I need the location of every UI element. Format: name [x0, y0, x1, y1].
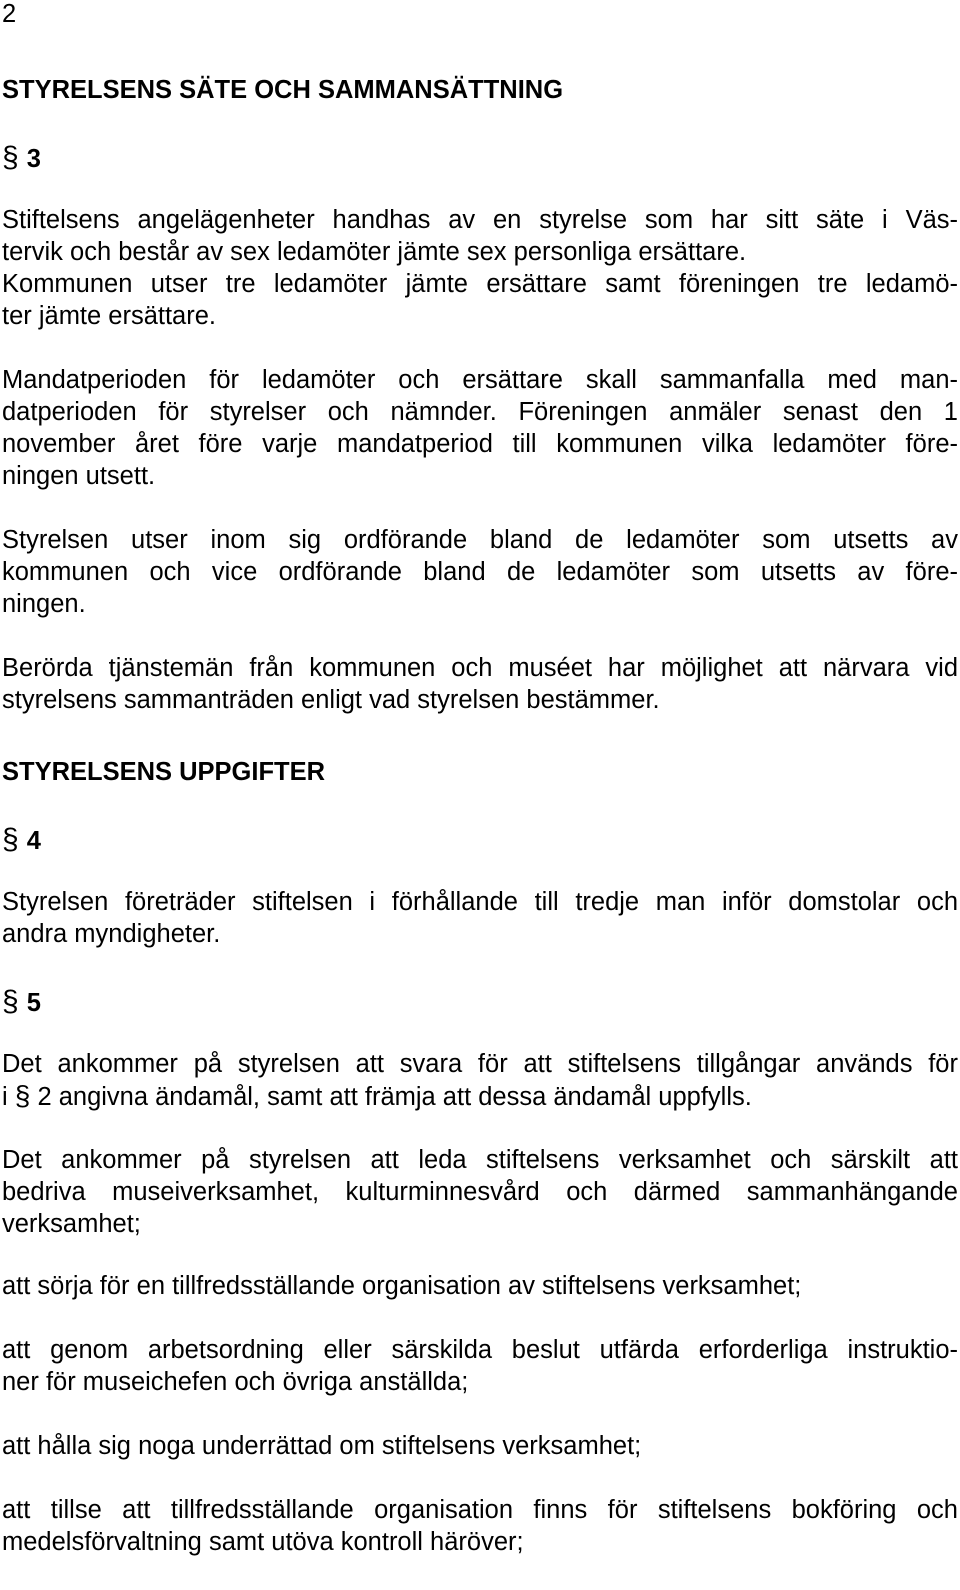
section-3-marker: [2, 142, 41, 175]
section-4-symbol: §: [2, 823, 19, 856]
section-5-number: 5: [26, 989, 41, 1017]
paragraph-3-3-line-2: datperioden för styrelser och nämnder. Föreningen anmäler senast den 1: [2, 398, 958, 426]
paragraph-3-3-line-4: ningen utsett.: [2, 462, 156, 490]
paragraph-5-2-line-3: verksamhet;: [2, 1210, 141, 1238]
paragraph-4-1-line-2: andra myndigheter.: [2, 920, 221, 948]
heading-styrelsens-sate: STYRELSENS SÄTE OCH SAMMANSÄTTNING: [2, 76, 564, 104]
paragraph-5-6-line-1: att tillse att tillfredsställande organisation finns för stiftelsens bokföring och: [2, 1496, 958, 1524]
section-3-number: 3: [26, 145, 41, 173]
section-4-number: 4: [26, 827, 41, 855]
paragraph-5-1-line-2: [2, 1080, 752, 1113]
section-3-symbol: §: [2, 141, 19, 174]
paragraph-3-3-line-3: november året före varje mandatperiod till kommunen vilka ledamöter före-: [2, 430, 958, 458]
section-5-symbol: §: [2, 985, 19, 1018]
paragraph-5-4-line-1: att genom arbetsordning eller särskilda beslut utfärda erforderliga instruktio-: [2, 1336, 958, 1364]
paragraph-5-5-line-1: att hålla sig noga underrättad om stiftelsens verksamhet;: [2, 1432, 642, 1460]
heading-styrelsens-uppgifter: STYRELSENS UPPGIFTER: [2, 758, 326, 786]
paragraph-3-4-line-2: kommunen och vice ordförande bland de ledamöter som utsetts av före-: [2, 558, 958, 586]
page-number: 2: [2, 0, 17, 28]
paragraph-5-1-rest: 2 angivna ändamål, samt att främja att dessa ändamål uppfylls.: [37, 1083, 752, 1111]
paragraph-3-2-line-1: Kommunen utser tre ledamöter jämte ersättare samt föreningen tre ledamö-: [2, 270, 958, 298]
paragraph-3-2-line-2: ter jämte ersättare.: [2, 302, 216, 330]
paragraph-4-1-line-1: Styrelsen företräder stiftelsen i förhållande till tredje man inför domstolar och: [2, 888, 958, 916]
section-reference-symbol: §: [14, 1080, 31, 1111]
section-4-marker: [2, 824, 41, 857]
paragraph-5-1-prefix: i: [2, 1083, 8, 1111]
section-5-marker: [2, 986, 41, 1019]
paragraph-5-3-line-1: att sörja för en tillfredsställande organisation av stiftelsens verksamhet;: [2, 1272, 802, 1300]
paragraph-5-1-line-1: Det ankommer på styrelsen att svara för att stiftelsens tillgångar används för: [2, 1050, 958, 1078]
paragraph-3-5-line-2: styrelsens sammanträden enligt vad styrelsen bestämmer.: [2, 686, 660, 714]
paragraph-3-1-line-2: tervik och består av sex ledamöter jämte sex personliga ersättare.: [2, 238, 747, 266]
paragraph-3-4-line-3: ningen.: [2, 590, 86, 618]
paragraph-3-5-line-1: Berörda tjänstemän från kommunen och muséet har möjlighet att närvara vid: [2, 654, 958, 682]
paragraph-3-3-line-1: Mandatperioden för ledamöter och ersättare skall sammanfalla med man-: [2, 366, 958, 394]
paragraph-5-4-line-2: ner för museichefen och övriga anställda;: [2, 1368, 469, 1396]
paragraph-5-6-line-2: medelsförvaltning samt utöva kontroll häröver;: [2, 1528, 524, 1556]
paragraph-5-2-line-2: bedriva museiverksamhet, kulturminnesvård och därmed sammanhängande: [2, 1178, 958, 1206]
paragraph-3-4-line-1: Styrelsen utser inom sig ordförande bland de ledamöter som utsetts av: [2, 526, 958, 554]
paragraph-3-1-line-1: Stiftelsens angelägenheter handhas av en styrelse som har sitt säte i Väs-: [2, 206, 958, 234]
paragraph-5-2-line-1: Det ankommer på styrelsen att leda stiftelsens verksamhet och särskilt att: [2, 1146, 958, 1174]
